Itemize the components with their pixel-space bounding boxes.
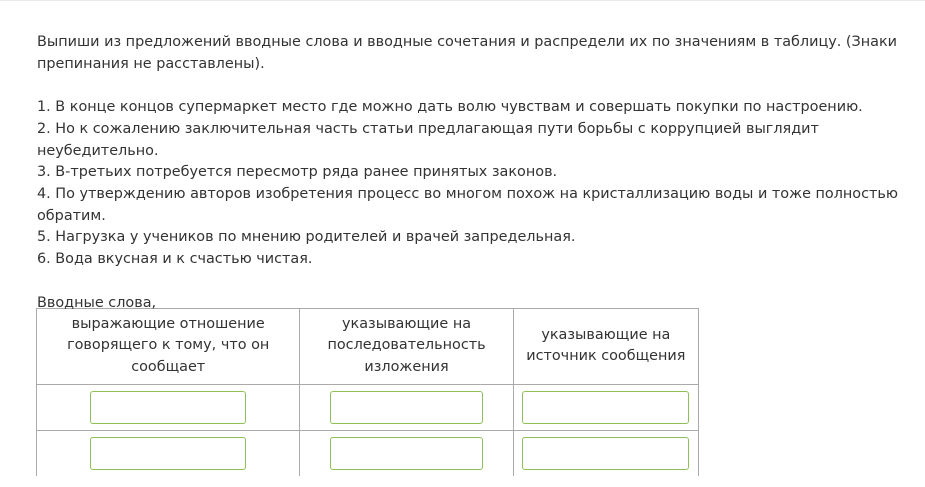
table-cell [300, 430, 513, 476]
sentence-item: 6. Вода вкусная и к счастью чистая. [37, 251, 313, 268]
header-source: указывающие на источник сообщения [513, 308, 698, 384]
sentence-item: 4. По утверждению авторов изобретения процесс во многом похож на кристаллизацию воды и тоже полностью обратим. [37, 185, 899, 224]
table-cell [300, 384, 513, 430]
sentence-item: 3. В-третьих потребуется пересмотр ряда ранее принятых законов. [37, 164, 558, 181]
table-caption: Вводные слова, [37, 294, 157, 311]
top-divider [0, 0, 925, 1]
table-cell [513, 430, 698, 476]
header-sequence: указывающие на последовательность изложения [300, 308, 513, 384]
task-instruction: Выпиши из предложений вводные слова и вводные сочетания и распредели их по значениям в таблицу. (Знаки препинания не расставлены). [37, 34, 898, 72]
table-header-row [37, 308, 699, 384]
answer-input-source-1[interactable] [522, 391, 689, 424]
answer-input-sequence-1[interactable] [330, 391, 483, 424]
table-cell [513, 384, 698, 430]
table-row [37, 430, 699, 476]
sentence-item: 1. В конце концов супермаркет место где можно дать волю чувствам и совершать покупки по настроению. [37, 99, 863, 116]
answer-input-attitude-2[interactable] [90, 437, 246, 470]
table-cell [37, 430, 300, 476]
sentence-item: 2. Но к сожалению заключительная часть статьи предлагающая пути борьбы с коррупцией выглядит неубедительно. [37, 120, 819, 159]
sentence-list [37, 97, 922, 271]
answer-input-sequence-2[interactable] [330, 437, 483, 470]
table-cell [37, 384, 300, 430]
task-content [37, 32, 922, 476]
table-row [37, 384, 699, 430]
sentence-item: 5. Нагрузка у учеников по мнению родителей и врачей запредельная. [37, 229, 576, 246]
answer-input-attitude-1[interactable] [90, 391, 246, 424]
header-attitude: выражающие отношение говорящего к тому, что он сообщает [37, 308, 300, 384]
answer-table [36, 308, 699, 476]
answer-input-source-2[interactable] [522, 437, 689, 470]
